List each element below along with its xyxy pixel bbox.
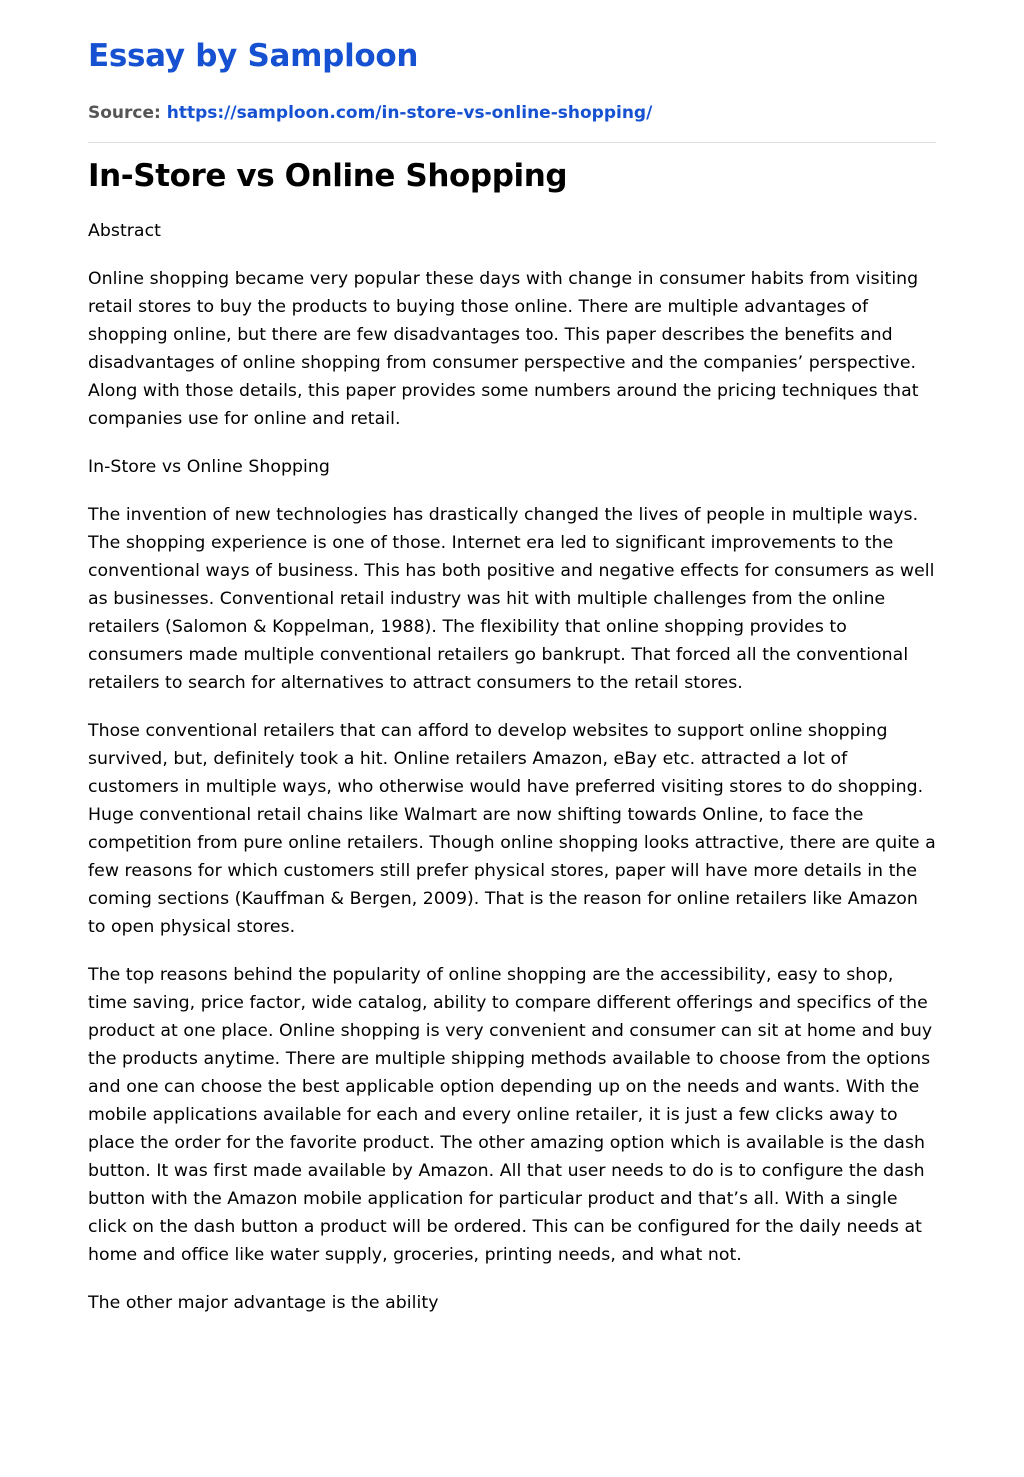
source-label: Source: xyxy=(88,103,167,123)
section-heading-in-store-vs-online: In-Store vs Online Shopping xyxy=(88,457,330,477)
section-heading-abstract: Abstract xyxy=(88,221,161,241)
paragraph-4: The other major advantage is the ability xyxy=(88,1293,439,1313)
source-link[interactable]: https://samploon.com/in-store-vs-online-shopping/ xyxy=(166,103,653,123)
paragraph-1: The invention of new technologies has drastically changed the lives of people in multiple ways. The shopping experience is one of those. Internet era led to significant improvements to the conventional ways of business. This has both positive and negative effects for consumers as well as businesses. Conventional retail industry was hit with multiple challenges from the online retailers (Salomon & Koppelman, 1988). The flexibility that online shopping provides to consumers made multiple conventional retailers go bankrupt. That forced all the conventional retailers to search for alternatives to attract consumers to the retail stores. xyxy=(88,505,935,693)
paragraph-abstract: Online shopping became very popular these days with change in consumer habits from visiting retail stores to buy the products to buying those online. There are multiple advantages of shopping online, but there are few disadvantages too. This paper describes the benefits and disadvantages of online shopping from consumer perspective and the companies’ perspective. Along with those details, this paper provides some numbers around the pricing techniques that companies use for online and retail. xyxy=(88,269,919,429)
article-title: In-Store vs Online Shopping xyxy=(88,158,568,194)
paragraph-2: Those conventional retailers that can afford to develop websites to support online shopping survived, but, definitely took a hit. Online retailers Amazon, eBay etc. attracted a lot of customers in multiple ways, who otherwise would have preferred visiting stores to do shopping. Huge conventional retail chains like Walmart are now shifting towards Online, to face the competition from pure online retailers. Though online shopping looks attractive, there are quite a few reasons for which customers still prefer physical stores, paper will have more details in the coming sections (Kauffman & Bergen, 2009). That is the reason for online retailers like Amazon to open physical stores. xyxy=(88,721,936,937)
site-brand: Essay by Samploon xyxy=(88,38,419,74)
source-line xyxy=(88,101,652,125)
header-divider xyxy=(88,142,936,143)
article-body xyxy=(88,217,936,1337)
paragraph-3: The top reasons behind the popularity of online shopping are the accessibility, easy to shop, time saving, price factor, wide catalog, ability to compare different offerings and specifics of the product at one place. Online shopping is very convenient and consumer can sit at home and buy the products anytime. There are multiple shipping methods available to choose from the options and one can choose the best applicable option depending up on the needs and wants. With the mobile applications available for each and every online retailer, it is just a few clicks away to place the order for the favorite product. The other amazing option which is available is the dash button. It was first made available by Amazon. All that user needs to do is to configure the dash button with the Amazon mobile application for particular product and that’s all. With a single click on the dash button a product will be ordered. This can be configured for the daily needs at home and office like water supply, groceries, printing needs, and what not. xyxy=(88,965,933,1265)
